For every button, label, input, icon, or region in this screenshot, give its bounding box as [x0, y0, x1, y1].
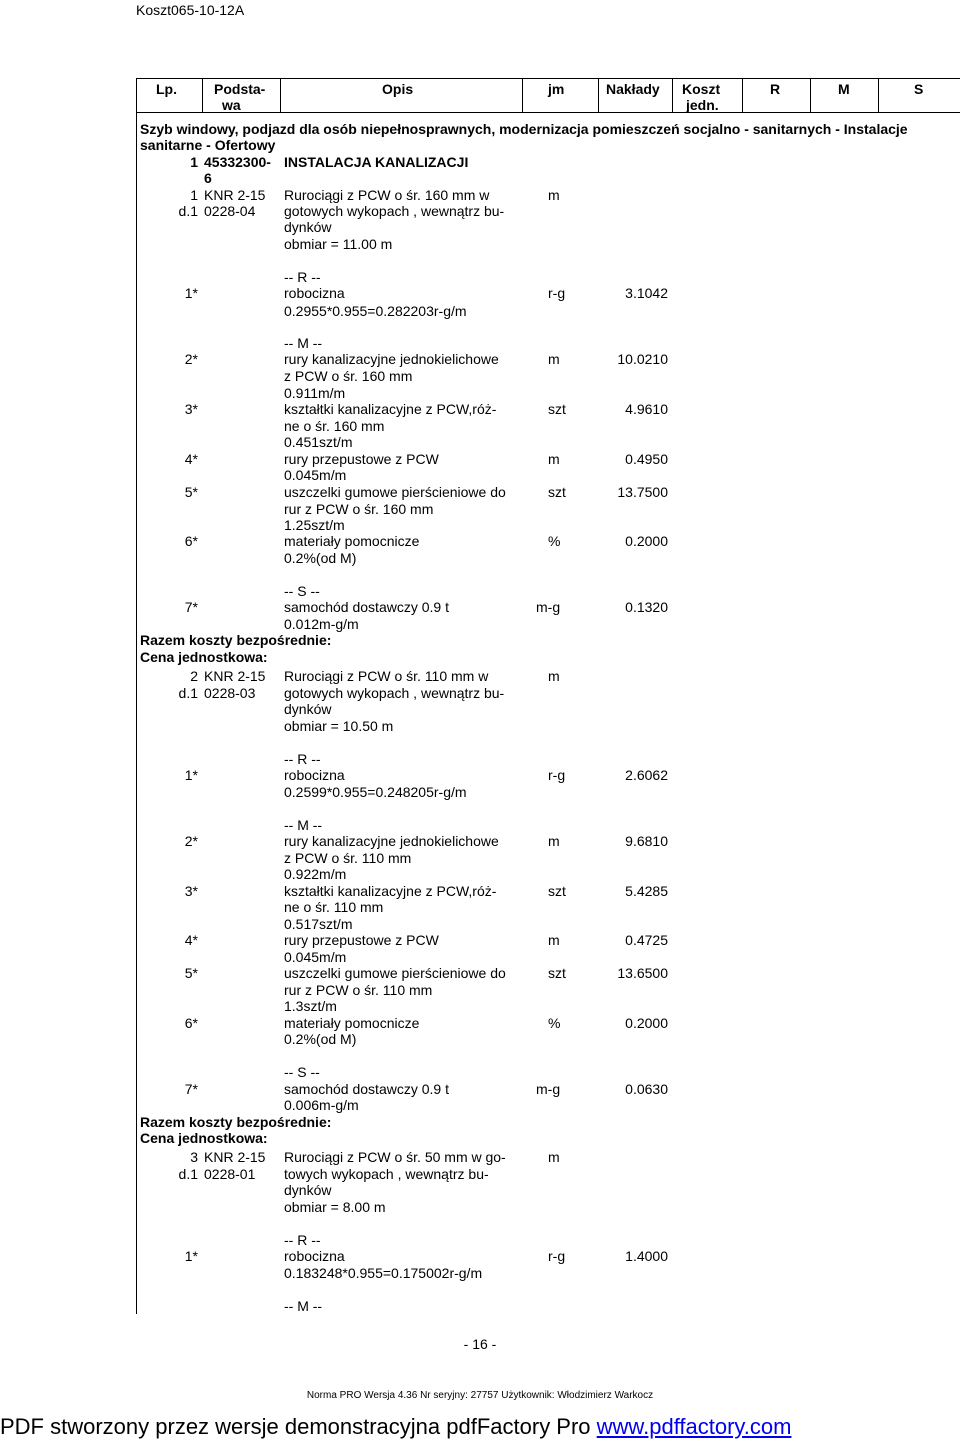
pdf-banner — [0, 1414, 791, 1440]
item-desc: Rurociągi z PCW o śr. 160 mm w — [284, 187, 490, 203]
item-desc: gotowych wykopach , wewnątrz bu- — [284, 203, 505, 219]
group-label: -- M -- — [284, 335, 323, 351]
item-desc: dynków — [284, 1182, 332, 1198]
resource-no: 5* — [184, 484, 198, 500]
resource-name: rury kanalizacyjne jednokielichowe — [284, 833, 499, 849]
item-desc: dynków — [284, 219, 332, 235]
resource-qty: 0.0630 — [625, 1081, 668, 1097]
resource-name: uszczelki gumowe pierścieniowe do — [284, 965, 506, 981]
resource-qty: 0.2000 — [625, 533, 668, 549]
resource-norm: 0.183248*0.955=0.175002r-g/m — [284, 1265, 483, 1281]
header-koszt: Koszt — [682, 81, 721, 97]
header-podstawa: Podsta- — [214, 81, 266, 97]
resource-no: 2* — [184, 351, 198, 367]
resource-no: 5* — [184, 965, 198, 981]
group-label: -- R -- — [284, 751, 321, 767]
resource-name: rur z PCW o śr. 160 mm — [284, 501, 434, 517]
header-koszt-2: jedn. — [686, 97, 719, 113]
group-label: -- M -- — [284, 817, 323, 833]
resource-qty: 4.9610 — [625, 401, 668, 417]
resource-no: 4* — [184, 932, 198, 948]
resource-no: 2* — [184, 833, 198, 849]
resource-jm: m-g — [536, 599, 561, 615]
resource-name: robocizna — [284, 767, 345, 783]
resource-jm: szt — [548, 484, 566, 500]
resource-norm: 0.517szt/m — [284, 916, 353, 932]
resource-name: rury przepustowe z PCW — [284, 451, 439, 467]
item-lp: 1 — [190, 187, 198, 203]
resource-name: z PCW o śr. 110 mm — [284, 850, 412, 866]
item-basis-code: 0228-01 — [204, 1166, 256, 1182]
resource-no: 7* — [184, 1081, 198, 1097]
resource-no: 3* — [184, 883, 198, 899]
item-measure: obmiar = 11.00 m — [284, 236, 393, 252]
header-jm: jm — [548, 81, 565, 97]
group-label: -- S -- — [284, 583, 320, 599]
unit-price-label: Cena jednostkowa: — [140, 649, 268, 665]
resource-jm: r-g — [548, 1248, 566, 1264]
resource-jm: m — [548, 451, 560, 467]
resource-norm: 0.922m/m — [284, 866, 347, 882]
resource-name: rury kanalizacyjne jednokielichowe — [284, 351, 499, 367]
item-desc: Rurociągi z PCW o śr. 50 mm w go- — [284, 1149, 506, 1165]
resource-name: kształtki kanalizacyjne z PCW,róż- — [284, 883, 497, 899]
resource-qty: 10.0210 — [617, 351, 668, 367]
item-jm: m — [548, 187, 560, 203]
item-lp: 2 — [190, 668, 198, 684]
resource-norm: 1.3szt/m — [284, 998, 337, 1014]
chapter-code: 45332300- — [204, 154, 271, 170]
resource-jm: szt — [548, 883, 566, 899]
resource-no: 1* — [184, 285, 198, 301]
resource-jm: r-g — [548, 285, 566, 301]
resource-name: rury przepustowe z PCW — [284, 932, 439, 948]
resource-name: robocizna — [284, 1248, 345, 1264]
resource-norm: 0.911m/m — [284, 385, 346, 401]
resource-no: 3* — [184, 401, 198, 417]
item-basis: KNR 2-15 — [204, 668, 266, 684]
header-podstawa-2: wa — [222, 97, 241, 113]
resource-jm: szt — [548, 965, 566, 981]
resource-name: ne o śr. 160 mm — [284, 418, 385, 434]
resource-name: robocizna — [284, 285, 345, 301]
pdf-banner-text: PDF stworzony przez wersje demonstracyjna pdfFactory Pro — [0, 1414, 597, 1439]
resource-name: samochód dostawczy 0.9 t — [284, 1081, 449, 1097]
chapter-code-2: 6 — [204, 170, 212, 186]
item-lp-sub: d.1 — [178, 1166, 198, 1182]
resource-norm: 0.006m-g/m — [284, 1097, 359, 1113]
resource-jm: r-g — [548, 767, 566, 783]
resource-norm: 0.2%(od M) — [284, 1031, 357, 1047]
unit-price-label: Cena jednostkowa: — [140, 1130, 268, 1146]
resource-norm: 0.045m/m — [284, 949, 347, 965]
resource-qty: 3.1042 — [625, 285, 668, 301]
resource-qty: 5.4285 — [625, 883, 668, 899]
item-desc: gotowych wykopach , wewnątrz bu- — [284, 685, 505, 701]
resource-jm: % — [548, 533, 561, 549]
resource-jm: % — [548, 1015, 561, 1031]
page-number: - 16 - — [463, 1336, 497, 1352]
header-naklady: Nakłady — [606, 81, 660, 97]
resource-jm: m — [548, 351, 560, 367]
total-direct-label: Razem koszty bezpośrednie: — [140, 632, 332, 648]
item-jm: m — [548, 668, 560, 684]
header-lp: Lp. — [156, 81, 177, 97]
resource-qty: 0.2000 — [625, 1015, 668, 1031]
resource-qty: 9.6810 — [625, 833, 668, 849]
item-desc: towych wykopach , wewnątrz bu- — [284, 1166, 489, 1182]
section-title-2: sanitarne - Ofertowy — [140, 137, 276, 153]
resource-jm: m-g — [536, 1081, 561, 1097]
item-lp-sub: d.1 — [178, 685, 198, 701]
resource-norm: 0.2599*0.955=0.248205r-g/m — [284, 784, 467, 800]
item-desc: Rurociągi z PCW o śr. 110 mm w — [284, 668, 489, 684]
resource-no: 1* — [184, 767, 198, 783]
resource-qty: 13.7500 — [617, 484, 668, 500]
resource-name: z PCW o śr. 160 mm — [284, 368, 413, 384]
resource-name: rur z PCW o śr. 110 mm — [284, 982, 433, 998]
group-label: -- R -- — [284, 269, 321, 285]
resource-no: 1* — [184, 1248, 198, 1264]
item-basis: KNR 2-15 — [204, 187, 266, 203]
resource-no: 4* — [184, 451, 198, 467]
total-direct-label: Razem koszty bezpośrednie: — [140, 1114, 332, 1130]
group-label: -- M -- — [284, 1298, 323, 1314]
resource-name: kształtki kanalizacyjne z PCW,róż- — [284, 401, 497, 417]
item-basis: KNR 2-15 — [204, 1149, 266, 1165]
resource-norm: 0.2955*0.955=0.282203r-g/m — [284, 303, 467, 319]
resource-name: materiały pomocnicze — [284, 533, 420, 549]
resource-norm: 0.045m/m — [284, 467, 347, 483]
section-title: Szyb windowy, podjazd dla osób niepełnosprawnych, modernizacja pomieszczeń socjalno - sanitarnych - Instalacje — [140, 121, 908, 137]
resource-qty: 2.6062 — [625, 767, 668, 783]
item-lp: 3 — [190, 1149, 198, 1165]
document-title: Koszt065-10-12A — [136, 2, 245, 18]
resource-name: materiały pomocnicze — [284, 1015, 420, 1031]
item-measure: obmiar = 8.00 m — [284, 1199, 386, 1215]
resource-qty: 1.4000 — [625, 1248, 668, 1264]
resource-qty: 0.4725 — [625, 932, 668, 948]
resource-name: samochód dostawczy 0.9 t — [284, 599, 449, 615]
resource-norm: 1.25szt/m — [284, 517, 345, 533]
resource-jm: szt — [548, 401, 566, 417]
item-lp-sub: d.1 — [178, 203, 198, 219]
resource-qty: 13.6500 — [617, 965, 668, 981]
resource-norm: 0.2%(od M) — [284, 550, 357, 566]
chapter-lp: 1 — [190, 154, 198, 170]
resource-jm: m — [548, 932, 560, 948]
item-desc: dynków — [284, 701, 332, 717]
resource-name: uszczelki gumowe pierścieniowe do — [284, 484, 506, 500]
item-jm: m — [548, 1149, 560, 1165]
resource-name: ne o śr. 110 mm — [284, 899, 384, 915]
header-r: R — [770, 81, 781, 97]
pdffactory-link[interactable]: www.pdffactory.com — [596, 1414, 792, 1439]
item-basis-code: 0228-03 — [204, 685, 256, 701]
chapter-title: INSTALACJA KANALIZACJI — [284, 154, 469, 170]
resource-norm: 0.451szt/m — [284, 434, 353, 450]
resource-qty: 0.1320 — [625, 599, 668, 615]
item-basis-code: 0228-04 — [204, 203, 256, 219]
header-s: S — [914, 81, 924, 97]
resource-no: 7* — [184, 599, 198, 615]
header-opis: Opis — [382, 81, 414, 97]
resource-qty: 0.4950 — [625, 451, 668, 467]
footer-text: Norma PRO Wersja 4.36 Nr seryjny: 27757 Użytkownik: Włodzimierz Warkocz — [306, 1390, 654, 1401]
group-label: -- R -- — [284, 1232, 321, 1248]
group-label: -- S -- — [284, 1064, 320, 1080]
item-measure: obmiar = 10.50 m — [284, 718, 394, 734]
header-m: M — [838, 81, 850, 97]
resource-jm: m — [548, 833, 560, 849]
resource-norm: 0.012m-g/m — [284, 616, 359, 632]
resource-no: 6* — [184, 1015, 198, 1031]
resource-no: 6* — [184, 533, 198, 549]
